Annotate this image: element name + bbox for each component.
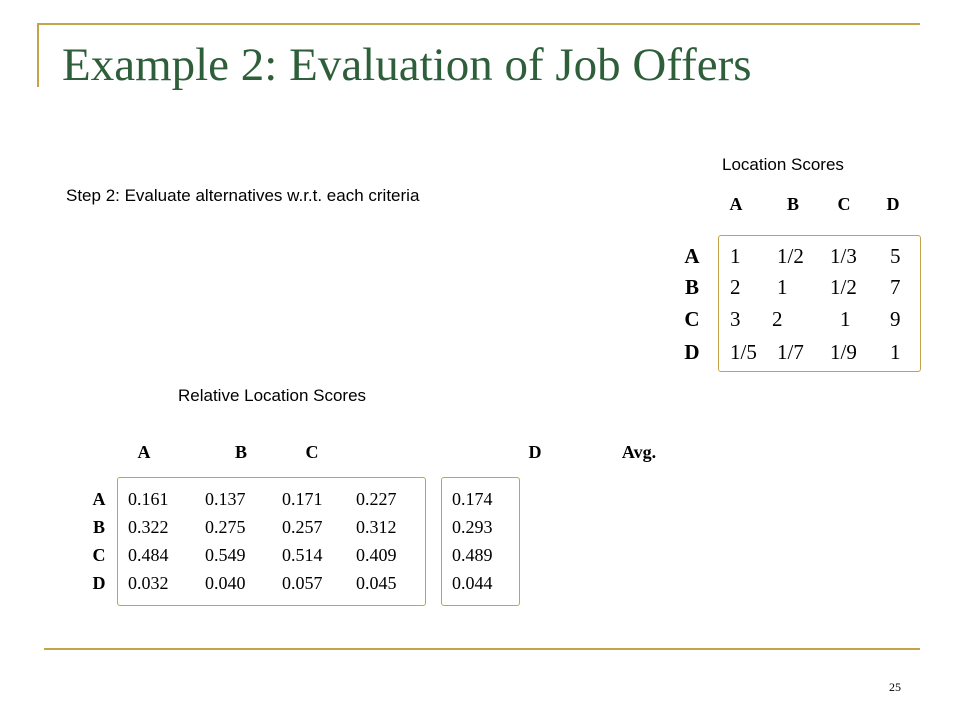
relative-avg-header: Avg. [621, 442, 657, 462]
relative-cell: 0.322 [128, 517, 169, 537]
bottom-rule [44, 648, 920, 650]
relative-cell: 0.137 [205, 489, 246, 509]
location-col-header-d: D [886, 194, 900, 214]
relative-cell: 0.484 [128, 545, 169, 565]
relative-cell: 0.514 [282, 545, 323, 565]
location-row-header-c: C [684, 307, 700, 331]
top-rule [37, 23, 920, 25]
page-number: 25 [889, 680, 901, 694]
relative-avg-cell: 0.293 [452, 517, 493, 537]
location-cell: 2 [730, 275, 741, 299]
location-cell: 1 [777, 275, 788, 299]
relative-avg-cell: 0.174 [452, 489, 493, 509]
relative-row-header-d: D [92, 573, 106, 593]
relative-col-header-d: D [528, 442, 542, 462]
relative-cell: 0.057 [282, 573, 323, 593]
location-cell: 5 [890, 244, 901, 268]
relative-scores-heading: Relative Location Scores [178, 386, 367, 405]
relative-cell: 0.257 [282, 517, 323, 537]
slide-title: Example 2: Evaluation of Job Offers [62, 39, 752, 91]
relative-col-header-a: A [137, 442, 151, 462]
location-cell: 1/5 [730, 340, 757, 364]
location-cell: 7 [890, 275, 901, 299]
location-col-header-c: C [837, 194, 851, 214]
step-text: Step 2: Evaluate alternatives w.r.t. each criteria [66, 186, 420, 205]
location-cell: 1 [840, 307, 851, 331]
location-scores-heading: Location Scores [722, 155, 844, 174]
location-col-header-a: A [729, 194, 743, 214]
location-cell: 1 [890, 340, 901, 364]
relative-cell: 0.171 [282, 489, 323, 509]
relative-col-header-c: C [305, 442, 319, 462]
relative-cell: 0.227 [356, 489, 397, 509]
location-cell: 1/2 [777, 244, 804, 268]
location-cell: 1 [730, 244, 741, 268]
relative-cell: 0.161 [128, 489, 169, 509]
location-cell: 1/3 [830, 244, 857, 268]
location-cell: 3 [730, 307, 741, 331]
relative-cell: 0.312 [356, 517, 397, 537]
location-cell: 1/7 [777, 340, 804, 364]
location-cell: 1/9 [830, 340, 857, 364]
relative-row-header-b: B [92, 517, 105, 537]
location-cell: 2 [772, 307, 783, 331]
location-cell: 1/2 [830, 275, 857, 299]
relative-col-header-b: B [234, 442, 247, 462]
relative-cell: 0.409 [356, 545, 397, 565]
relative-cell: 0.275 [205, 517, 246, 537]
location-row-header-b: B [684, 275, 699, 299]
relative-avg-cell: 0.489 [452, 545, 493, 565]
relative-avg-cell: 0.044 [452, 573, 493, 593]
location-row-header-d: D [684, 340, 700, 364]
location-col-header-b: B [786, 194, 799, 214]
side-rule [37, 23, 39, 87]
location-cell: 9 [890, 307, 901, 331]
relative-row-header-c: C [92, 545, 106, 565]
relative-cell: 0.045 [356, 573, 397, 593]
relative-cell: 0.549 [205, 545, 246, 565]
location-row-header-a: A [684, 244, 700, 268]
relative-cell: 0.040 [205, 573, 246, 593]
relative-row-header-a: A [92, 489, 106, 509]
relative-cell: 0.032 [128, 573, 169, 593]
